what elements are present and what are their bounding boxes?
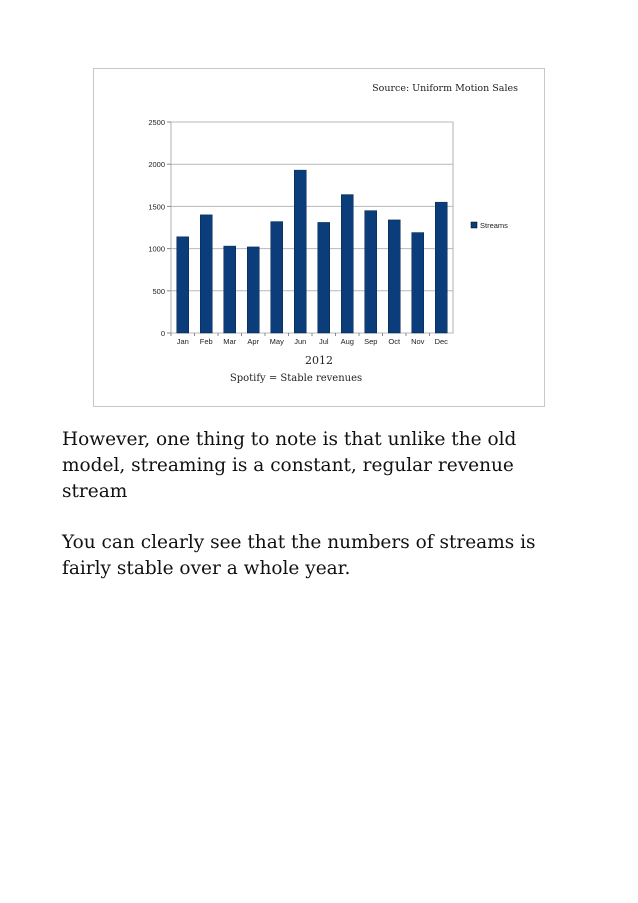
paragraph-stream-revenue: However, one thing to note is that unlike the old model, streaming is a constant, regular revenue stream (62, 429, 517, 502)
x-tick-label: Jun (294, 337, 307, 346)
paragraph-stable-streams: You can clearly see that the numbers of streams is fairly stable over a whole year. (62, 532, 536, 579)
x-axis-label: 2012 (305, 354, 333, 367)
legend-label-streams: Streams (480, 221, 508, 230)
x-tick-label: Oct (388, 337, 401, 346)
bar (247, 247, 259, 333)
x-tick-label: Jul (318, 337, 329, 346)
bar (318, 222, 330, 333)
x-tick-label: Mar (223, 337, 237, 346)
y-tick-label: 1000 (148, 244, 165, 254)
bar (177, 237, 189, 333)
y-tick-label: 2500 (148, 118, 165, 127)
x-tick-label: Feb (199, 337, 213, 346)
x-tick-label: Jan (176, 337, 189, 346)
bar (435, 202, 447, 333)
bar (294, 170, 306, 333)
chart-subtitle: Spotify = Stable revenues (229, 373, 363, 384)
x-tick-label: Aug (340, 337, 354, 346)
y-tick-label: 500 (152, 286, 165, 296)
x-tick-label: Apr (247, 337, 260, 346)
bar (388, 220, 400, 333)
x-tick-label: Nov (411, 337, 425, 346)
bar (365, 211, 377, 333)
y-tick-label: 2000 (148, 160, 165, 170)
bar (341, 195, 353, 333)
x-tick-label: Sep (364, 337, 378, 346)
x-tick-label: May (269, 337, 284, 346)
bar (200, 215, 212, 333)
legend-swatch-streams (471, 222, 477, 228)
y-tick-label: 1500 (148, 202, 165, 212)
bar (271, 222, 283, 333)
bar (412, 233, 424, 333)
y-tick-label: 0 (160, 329, 165, 338)
legend (471, 221, 508, 230)
source-note: Source: Uniform Motion Sales (372, 83, 518, 94)
bar (224, 246, 236, 333)
plot-area (171, 122, 453, 333)
x-tick-label: Dec (434, 337, 448, 346)
